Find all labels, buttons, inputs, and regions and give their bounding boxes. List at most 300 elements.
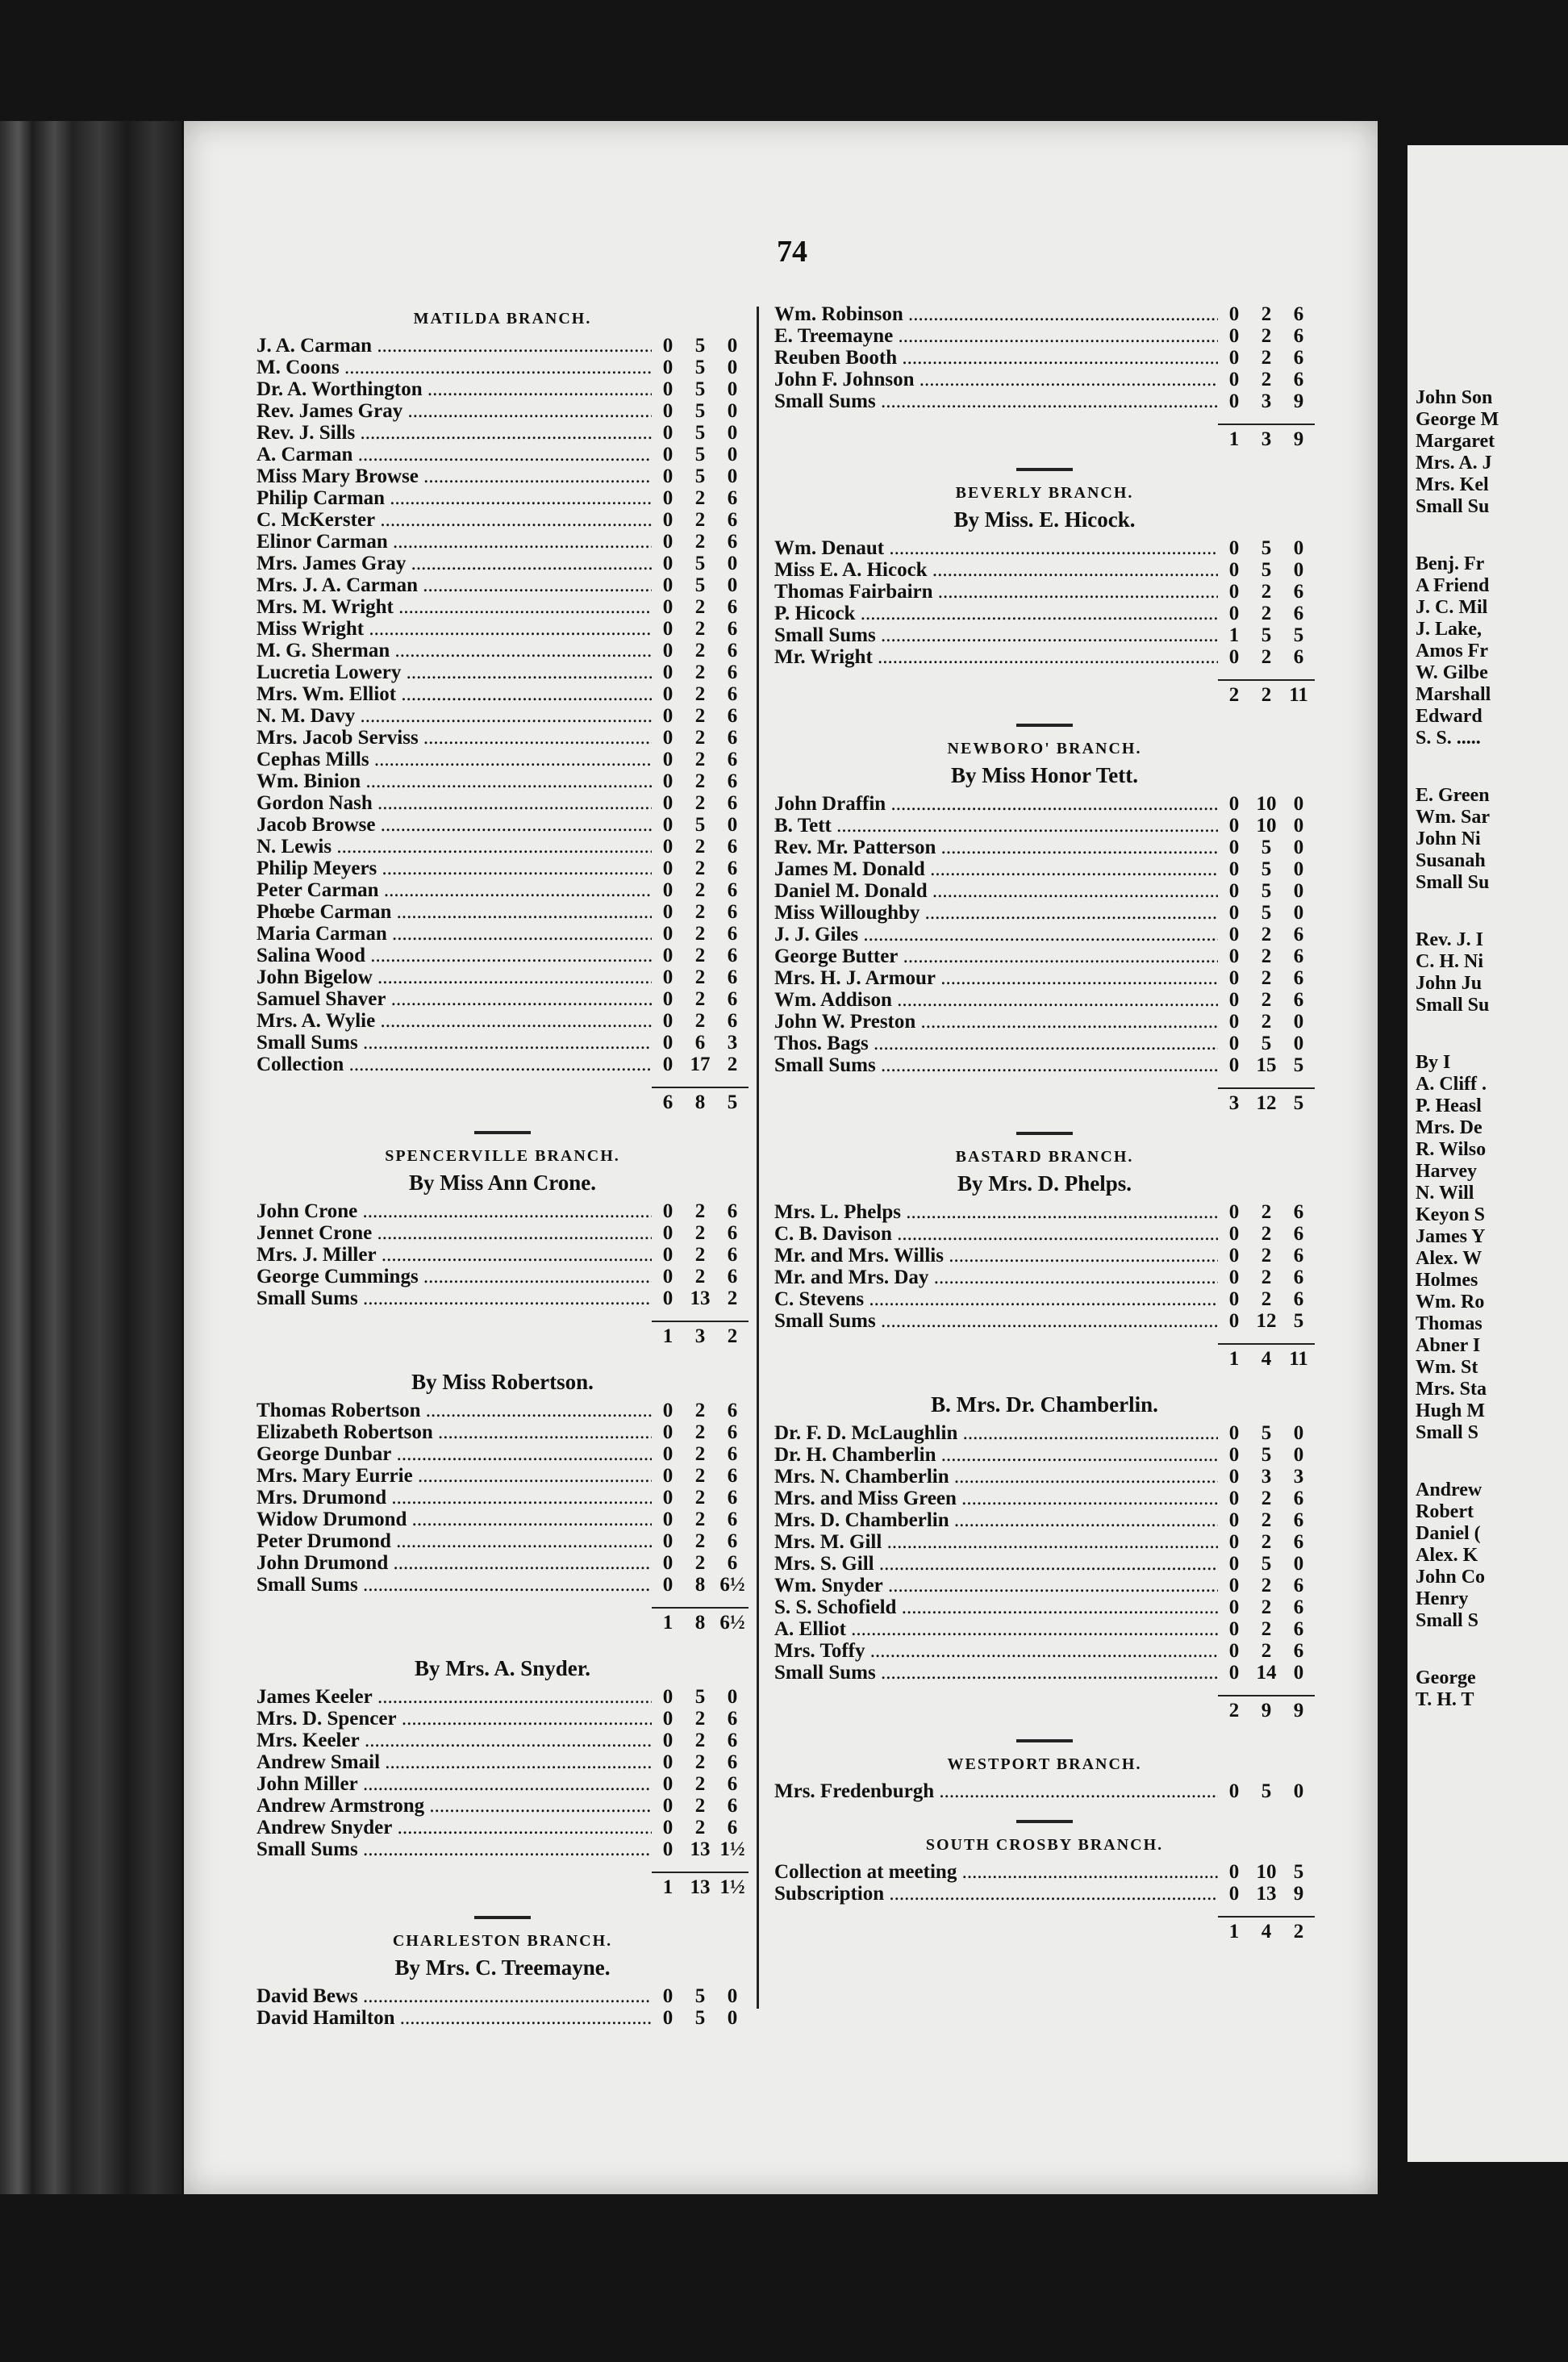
subtotal-values [1218,1916,1315,1943]
amount-shillings: 13 [690,1287,711,1309]
section-gap [256,1347,749,1368]
collector-subheading: By Miss Robertson. [411,1370,594,1394]
subtotal-values [1218,1343,1315,1370]
amount-pounds: 0 [662,618,673,640]
entry-name: Mrs. Drumond ..... [256,1487,652,1509]
branch-heading: CHARLESTON BRANCH. [392,1932,613,1950]
amount-pence: 9 [1293,1883,1304,1905]
amount-shillings: 2 [694,1421,706,1443]
entry-row [774,1033,1315,1054]
facing-line: Small Su [1416,496,1490,517]
entry-row [256,923,749,945]
amount-pounds: 0 [662,2007,673,2029]
facing-line: A. Cliff . [1416,1074,1487,1095]
entry-row [256,1054,749,1075]
entry-name: Jennet Crone ..... [256,1222,652,1244]
amount-pence: 0 [1293,1422,1304,1444]
entry-name: Maria Carman ..... [256,923,652,945]
amount-pounds: 0 [662,923,673,945]
amount-shillings: 8 [694,1574,706,1596]
facing-line: Mrs. A. J [1416,453,1492,474]
amount-shillings: 2 [694,1487,706,1509]
facing-line: Robert [1416,1501,1474,1522]
amount-pence: 6 [1293,581,1304,603]
branch-heading: WESTPORT BRANCH. [947,1755,1142,1773]
amount-pounds: 0 [1228,1444,1240,1466]
entry-name: Mrs. Keeler ..... [256,1730,652,1751]
amount-pence: 6 [1293,1267,1304,1288]
entry-row [774,369,1315,390]
amount-pounds: 0 [662,1773,673,1795]
amount-pounds: 0 [1228,1267,1240,1288]
section-rule [1016,1132,1073,1135]
amount-pounds: 0 [662,1032,673,1054]
entry-name: Phœbe Carman ..... [256,901,652,923]
facing-block [1416,1479,1499,1632]
entry-name: David Hamilton ..... [256,2007,652,2029]
facing-block [1416,387,1499,518]
facing-line: W. Gilbe [1416,662,1488,683]
amount-shillings: 2 [1261,1640,1272,1662]
entry-row [774,603,1315,624]
amount-pence: 6 [727,1708,738,1730]
entry-name: Rev. J. Sills ..... [256,422,652,444]
entry-row [256,378,749,400]
collector-subheading: By Mrs. A. Snyder. [414,1656,591,1680]
amount-pence: 6 [727,1530,738,1552]
entry-row [774,793,1315,815]
entry-name: A. Carman ..... [256,444,652,465]
amount-shillings: 2 [1261,369,1272,390]
entry-name: Peter Carman ..... [256,879,652,901]
amount-pounds: 0 [1228,303,1240,325]
entry-name: Wm. Denaut ..... [774,537,1218,559]
entry-row [774,1466,1315,1488]
entry-name: Thomas Fairbairn ..... [774,581,1218,603]
amount-pounds: 0 [662,901,673,923]
entry-name: Mrs. Toffy ..... [774,1640,1218,1662]
amount-shillings: 2 [1261,924,1272,945]
facing-line: R. Wilso [1416,1139,1487,1160]
facing-block [1416,1052,1499,1444]
amount-pence: 6 [727,618,738,640]
amount-pence: 6 [727,858,738,879]
entry-row [774,1509,1315,1531]
amount-pounds: 0 [1228,347,1240,369]
amount-shillings: 2 [1261,646,1272,668]
amount-pence: 6 [727,509,738,531]
facing-line: Margaret [1416,431,1495,452]
entry-name: Reuben Booth ..... [774,347,1218,369]
facing-line: George M [1416,409,1499,430]
amount-shillings: 5 [1261,880,1272,902]
entry-row [256,683,749,705]
entry-row [774,1444,1315,1466]
amount-pounds: 0 [662,1552,673,1574]
facing-page-entries [1416,387,1499,1746]
amount-shillings: 2 [694,901,706,923]
subtotal-row [774,1911,1315,1943]
amount-pence: 0 [727,378,738,400]
entry-name: B. Tett ..... [774,815,1218,837]
amount-pounds: 0 [1228,945,1240,967]
entry-row [256,553,749,574]
amount-shillings: 2 [1261,1201,1272,1223]
amount-pence: 0 [1293,1033,1304,1054]
subtotal-pounds: 1 [1228,1921,1240,1943]
amount-pounds: 0 [1228,1575,1240,1596]
entry-row [774,1011,1315,1033]
section-rule [1016,468,1073,471]
amount-pence: 6 [727,1751,738,1773]
amount-shillings: 2 [1261,1596,1272,1618]
entry-name: C. McKerster ..... [256,509,652,531]
amount-shillings: 2 [694,749,706,770]
facing-line: T. H. T [1416,1689,1474,1710]
facing-line: Hugh M [1416,1400,1486,1421]
entry-row [256,1708,749,1730]
amount-pence: 6 [727,596,738,618]
amount-pounds: 0 [1228,559,1240,581]
entry-name: Dr. H. Chamberlin ..... [774,1444,1218,1466]
amount-shillings: 2 [694,661,706,683]
amount-pounds: 0 [662,1730,673,1751]
amount-pounds: 0 [662,1244,673,1266]
entry-name: Elinor Carman ..... [256,531,652,553]
amount-shillings: 2 [694,1708,706,1730]
entry-row [256,858,749,879]
entry-name: Elizabeth Robertson ..... [256,1421,652,1443]
amount-pence: 2 [727,1054,738,1075]
entry-row [256,574,749,596]
amount-shillings: 3 [1261,1466,1272,1488]
facing-line: James Y [1416,1226,1486,1247]
entry-name: J. J. Giles ..... [774,924,1218,945]
amount-pence: 0 [1293,858,1304,880]
entry-name: John W. Preston ..... [774,1011,1218,1033]
amount-shillings: 10 [1256,815,1277,837]
amount-shillings: 2 [694,509,706,531]
amount-shillings: 2 [1261,1245,1272,1267]
entry-row [774,1288,1315,1310]
amount-pence: 0 [1293,1662,1304,1684]
amount-pounds: 0 [662,683,673,705]
section-rule [474,1916,531,1919]
amount-pounds: 0 [662,1686,673,1708]
facing-line: Henry [1416,1588,1469,1609]
amount-pounds: 0 [1228,1553,1240,1575]
entry-name: John Draffin ..... [774,793,1218,815]
entry-name: Mrs. M. Wright ..... [256,596,652,618]
entry-name: Miss Willoughby ..... [774,902,1218,924]
amount-pence: 6 [727,1010,738,1032]
entry-row [774,1640,1315,1662]
facing-line: Rev. J. I [1416,929,1483,950]
amount-shillings: 2 [1261,1488,1272,1509]
entry-row [774,390,1315,412]
amount-pence: 6 [727,683,738,705]
entry-row [256,509,749,531]
entry-row [256,1222,749,1244]
entry-row [774,1422,1315,1444]
facing-line: Wm. St [1416,1357,1478,1378]
entry-row [256,531,749,553]
entry-row [774,581,1315,603]
subtotal-pounds: 2 [1228,684,1240,706]
amount-pence: 6 [727,1244,738,1266]
entry-name: Salina Wood ..... [256,945,652,966]
facing-line: By I [1416,1052,1451,1073]
subtotal-row [256,1867,749,1898]
facing-line: Small S [1416,1422,1479,1443]
amount-pence: 6 [727,1817,738,1838]
amount-shillings: 5 [1261,1553,1272,1575]
amount-pounds: 0 [662,400,673,422]
entry-name: Small Sums ..... [774,624,1218,646]
amount-pence: 6 [727,1421,738,1443]
amount-pence: 6 [727,640,738,661]
entry-name: Small Sums ..... [774,1662,1218,1684]
entry-name: Philip Carman ..... [256,487,652,509]
facing-line: Mrs. Sta [1416,1379,1487,1400]
entry-name: N. M. Davy ..... [256,705,652,727]
amount-shillings: 12 [1256,1310,1277,1332]
left-column [256,303,749,2029]
amount-pence: 6 [1293,1596,1304,1618]
entry-name: Cephas Mills ..... [256,749,652,770]
amount-pence: 2 [727,1287,738,1309]
subtotal-shillings: 4 [1261,1921,1272,1943]
entry-name: John Bigelow ..... [256,966,652,988]
amount-shillings: 5 [694,400,706,422]
amount-pounds: 0 [1228,1223,1240,1245]
entry-name: Mrs. L. Phelps ..... [774,1201,1218,1223]
entry-row [256,357,749,378]
amount-pence: 6 [1293,303,1304,325]
amount-pence: 6 [1293,989,1304,1011]
branch-heading: NEWBORO' BRANCH. [947,740,1142,757]
amount-pounds: 0 [662,858,673,879]
amount-shillings: 2 [694,1222,706,1244]
amount-pence: 1½ [719,1838,745,1860]
amount-pounds: 0 [662,553,673,574]
facing-line: P. Heasl [1416,1095,1482,1116]
entry-name: Mrs. Mary Eurrie ..... [256,1465,652,1487]
amount-shillings: 5 [694,357,706,378]
subtotal-values [652,1321,749,1347]
entry-row [774,1780,1315,1802]
amount-shillings: 15 [1256,1054,1277,1076]
amount-pounds: 0 [1228,1288,1240,1310]
entry-name: Mrs. S. Gill ..... [774,1553,1218,1575]
amount-pounds: 0 [662,1985,673,2007]
amount-pounds: 0 [662,422,673,444]
subtotal-pounds: 1 [1228,1348,1240,1370]
amount-pounds: 0 [662,1530,673,1552]
column-divider [757,307,759,2009]
amount-pence: 6 [727,1509,738,1530]
amount-pence: 6 [1293,646,1304,668]
amount-pence: 0 [1293,793,1304,815]
entry-name: Mrs. D. Chamberlin ..... [774,1509,1218,1531]
entry-row [256,1817,749,1838]
amount-pence: 6 [1293,1288,1304,1310]
facing-line: Mrs. Kel [1416,474,1489,495]
amount-shillings: 2 [1261,1011,1272,1033]
ledger-page [184,121,1378,2194]
subtotal-pence: 11 [1289,1348,1308,1370]
entry-row [774,325,1315,347]
amount-pence: 0 [727,465,738,487]
facing-block [1416,553,1499,749]
entry-row [774,1618,1315,1640]
entry-row [256,988,749,1010]
section-rule [1016,724,1073,727]
facing-block [1416,1667,1499,1711]
amount-pence: 0 [727,1985,738,2007]
amount-pence: 6 [1293,1201,1304,1223]
facing-line: Marshall [1416,684,1491,705]
facing-block [1416,785,1499,894]
amount-pence: 0 [1293,880,1304,902]
amount-shillings: 2 [694,1010,706,1032]
amount-pounds: 0 [662,1421,673,1443]
entry-row [256,1443,749,1465]
amount-shillings: 2 [1261,1618,1272,1640]
entry-row [256,1686,749,1708]
entry-row [256,901,749,923]
amount-pounds: 0 [662,378,673,400]
entry-row [256,1032,749,1054]
amount-shillings: 2 [1261,325,1272,347]
amount-pounds: 0 [662,357,673,378]
amount-pounds: 0 [662,1795,673,1817]
entry-name: Mr. Wright ..... [774,646,1218,668]
amount-shillings: 2 [694,1465,706,1487]
amount-shillings: 5 [1261,1033,1272,1054]
entry-row [256,945,749,966]
facing-line: N. Will [1416,1183,1474,1204]
subtotal-values [1218,679,1315,706]
entry-row [256,1287,749,1309]
amount-shillings: 2 [694,596,706,618]
amount-pence: 6 [727,1266,738,1287]
amount-shillings: 2 [694,727,706,749]
entry-row [256,727,749,749]
subtotal-row [256,1316,749,1347]
amount-pounds: 0 [1228,989,1240,1011]
subtotal-values [652,1872,749,1898]
entry-row [256,1266,749,1287]
amount-pence: 5 [1293,624,1304,646]
section-rule [1016,1820,1073,1823]
entry-row [256,1487,749,1509]
amount-shillings: 2 [1261,303,1272,325]
entry-row [774,837,1315,858]
subtotal-row [774,1338,1315,1370]
amount-pounds: 0 [662,1708,673,1730]
entry-name: Mrs. N. Chamberlin ..... [774,1466,1218,1488]
subtotal-shillings: 12 [1256,1092,1277,1114]
subtotal-pence: 2 [1293,1921,1304,1943]
amount-shillings: 2 [1261,1288,1272,1310]
amount-shillings: 2 [694,1244,706,1266]
amount-pounds: 0 [1228,1054,1240,1076]
amount-shillings: 2 [694,770,706,792]
branch-heading: BEVERLY BRANCH. [955,484,1134,502]
amount-shillings: 5 [694,2007,706,2029]
entry-row [774,1267,1315,1288]
entry-row [256,2007,749,2029]
entry-row [256,1421,749,1443]
amount-shillings: 10 [1256,793,1277,815]
entry-name: M. G. Sherman ..... [256,640,652,661]
amount-pounds: 1 [1228,624,1240,646]
amount-pence: 6 [727,879,738,901]
amount-pence: 6 [727,705,738,727]
amount-pence: 0 [727,444,738,465]
entry-row [774,1575,1315,1596]
entry-name: Wm. Addison ..... [774,989,1218,1011]
subtotal-pounds: 6 [662,1091,673,1113]
entry-name: Samuel Shaver ..... [256,988,652,1010]
amount-pounds: 0 [1228,967,1240,989]
facing-line: Harvey [1416,1161,1477,1182]
entry-name: George Dunbar ..... [256,1443,652,1465]
entry-row [774,1861,1315,1883]
amount-pounds: 0 [662,879,673,901]
branch-heading: SPENCERVILLE BRANCH. [385,1147,620,1165]
amount-pounds: 0 [1228,1422,1240,1444]
collector-subheading: By Mrs. D. Phelps. [957,1171,1132,1196]
amount-shillings: 2 [1261,1531,1272,1553]
entry-row [256,1773,749,1795]
amount-shillings: 5 [1261,537,1272,559]
amount-pounds: 0 [662,1443,673,1465]
subtotal-pence: 9 [1293,1700,1304,1721]
subtotal-pounds: 1 [662,1325,673,1347]
amount-pence: 6 [1293,1640,1304,1662]
amount-pounds: 0 [662,465,673,487]
entry-row [256,1838,749,1860]
amount-pounds: 0 [662,966,673,988]
amount-shillings: 2 [694,1400,706,1421]
entry-row [774,1223,1315,1245]
amount-pounds: 0 [1228,1466,1240,1488]
entry-name: Collection at meeting ..... [774,1861,1218,1883]
collector-subheading: By Miss. E. Hicock. [953,507,1136,532]
amount-shillings: 2 [1261,1267,1272,1288]
amount-pounds: 0 [662,1817,673,1838]
amount-shillings: 2 [1261,1509,1272,1531]
entry-name: Wm. Binion ..... [256,770,652,792]
facing-line: Mrs. De [1416,1117,1483,1138]
amount-shillings: 2 [694,858,706,879]
amount-shillings: 5 [1261,902,1272,924]
amount-shillings: 2 [1261,347,1272,369]
amount-pence: 6 [1293,369,1304,390]
amount-pence: 6 [727,1200,738,1222]
amount-pounds: 0 [1228,1596,1240,1618]
entry-row [774,624,1315,646]
entry-row [774,989,1315,1011]
amount-pounds: 0 [1228,837,1240,858]
entry-name: Jacob Browse ..... [256,814,652,836]
entry-row [256,465,749,487]
entry-row [774,815,1315,837]
entry-name: P. Hicock ..... [774,603,1218,624]
facing-line: Edward [1416,706,1483,727]
